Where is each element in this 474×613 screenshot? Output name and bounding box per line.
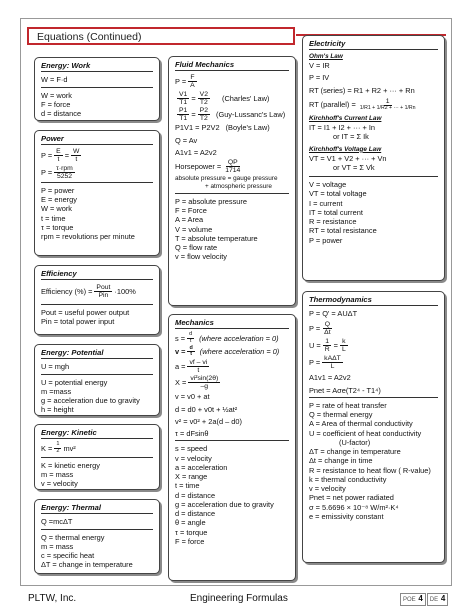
equation <box>175 346 289 358</box>
denominator: T1 <box>179 114 188 122</box>
numerator: d <box>189 344 193 351</box>
numerator: V1 <box>179 90 188 98</box>
numerator: kAΔT <box>324 355 341 362</box>
definition: P = rate of heat transfer <box>309 400 387 410</box>
divider <box>175 193 289 194</box>
equation <box>309 338 438 353</box>
fraction <box>187 346 194 358</box>
definition: τ = torque <box>175 527 208 537</box>
denominator: Pin <box>98 292 109 300</box>
denominator: 1/R1 + 1/R2 + ··· + 1/Rn <box>359 104 416 111</box>
numerator: 1 <box>56 441 60 448</box>
fraction <box>358 98 418 112</box>
page-number-box <box>399 594 448 605</box>
equation <box>175 74 289 89</box>
equation: W = F·d <box>41 75 68 85</box>
definition: c = specific heat <box>41 551 95 560</box>
box-title: Efficiency <box>41 269 153 280</box>
numerator: vi²sin(2θ) <box>190 375 219 383</box>
equation: Q = Av <box>175 136 198 146</box>
equation <box>175 159 289 174</box>
definition: s = speed <box>175 444 208 454</box>
definition: E = energy <box>41 195 77 204</box>
definition: V = voltage <box>309 180 347 190</box>
eq-lhs: P = <box>175 77 187 87</box>
definition: g = acceleration due to gravity <box>41 396 140 405</box>
definition: Pnet = net power radiated <box>309 493 394 503</box>
law-name: (Guy-Lussanc's Law) <box>215 109 286 119</box>
footer-publisher: PLTW, Inc. <box>28 593 77 604</box>
box-title: Electricity <box>309 39 438 50</box>
box-power <box>34 130 160 256</box>
law-name: (Charles' Law) <box>221 93 270 103</box>
denominator: R <box>324 345 330 353</box>
equation: A1v1 = A2v2 <box>309 373 351 383</box>
denominator: T2 <box>199 98 208 106</box>
box-mechanics <box>168 314 296 581</box>
definition: t = time <box>41 213 66 223</box>
box-title: Thermodynamics <box>309 295 438 306</box>
divider <box>41 374 153 375</box>
eq-lhs: Efficiency (%) = <box>41 287 93 297</box>
box-title: Energy: Work <box>41 61 153 72</box>
denominator: Δt <box>324 328 331 336</box>
numerator: τ·rpm <box>56 164 73 172</box>
fraction <box>177 107 189 122</box>
equation: or VT = Σ Vk <box>333 162 375 172</box>
definition: θ = angle <box>175 518 206 528</box>
equation: Q =mcΔT <box>41 517 73 527</box>
definition: σ = 5.6696 × 10⁻⁸ W/m²·K⁴ <box>309 502 399 512</box>
definition: P = absolute pressure <box>175 196 247 206</box>
fraction <box>187 359 209 374</box>
box-title: Energy: Thermal <box>41 503 153 514</box>
denominator: 5252 <box>56 172 73 180</box>
box-title: Energy: Potential <box>41 348 153 359</box>
equation <box>175 332 289 344</box>
equation: v = v0 + at <box>175 392 210 402</box>
equation: IT = I1 + I2 + ··· + In <box>309 123 375 133</box>
numerator: V2 <box>199 90 208 98</box>
numerator: 1 <box>385 97 390 105</box>
eq-lhs: K = <box>41 444 53 454</box>
denominator: t <box>57 156 60 164</box>
definition: Q = thermal energy <box>41 532 105 542</box>
numerator: E <box>56 148 61 156</box>
box-title: Fluid Mechanics <box>175 60 289 71</box>
box-energy-potential <box>34 344 160 416</box>
eq-rhs: mv² <box>63 444 76 454</box>
fraction <box>54 442 61 455</box>
equation <box>41 442 153 455</box>
subsection-title: Ohm's Law <box>309 53 343 61</box>
box-efficiency <box>34 265 160 335</box>
definition: m = mass <box>41 541 74 551</box>
fraction <box>188 375 220 390</box>
fraction <box>198 91 210 106</box>
definition: F = force <box>175 536 205 546</box>
box-energy-thermal <box>34 499 160 574</box>
box-electricity <box>302 35 445 281</box>
denominator: t <box>75 156 78 164</box>
numerator: W <box>73 148 80 156</box>
definition: m = mass <box>41 470 74 480</box>
definition: d = distance <box>41 109 82 118</box>
equation <box>41 284 153 299</box>
equation: τ = dFsinθ <box>175 429 209 439</box>
definition: v = velocity <box>41 479 78 489</box>
definition: F = Force <box>175 206 207 216</box>
fraction <box>71 148 81 163</box>
definition: VT = total voltage <box>309 189 367 199</box>
eq-lhs: P = <box>41 151 53 161</box>
definition: ΔT = change in temperature <box>41 560 133 570</box>
definition: IT = total current <box>309 207 363 217</box>
definition: K = kinetic energy <box>41 460 100 470</box>
equation: v² = v0² + 2a(d – d0) <box>175 416 242 426</box>
denominator: –g <box>200 383 209 391</box>
numerator: vf – vi <box>189 358 208 366</box>
equation <box>41 148 153 163</box>
definition: rpm = revolutions per minute <box>41 232 135 241</box>
box-energy-work <box>34 57 160 121</box>
definition: RT = total resistance <box>309 226 377 236</box>
definition: P = power <box>309 235 343 245</box>
definition: g = acceleration due to gravity <box>175 499 274 509</box>
definition: R = resistance <box>309 217 357 227</box>
denominator: L <box>341 345 346 353</box>
poe-page-number: 4 <box>418 594 423 604</box>
definition: Pout = useful power output <box>41 307 130 317</box>
definition: m =mass <box>41 386 72 396</box>
box-thermodynamics <box>302 291 445 563</box>
definition: V = volume <box>175 224 213 234</box>
eq-lhs: s = <box>175 333 186 343</box>
divider <box>41 304 153 305</box>
eq-condition: (where acceleration = 0) <box>199 333 279 343</box>
de-page <box>427 593 448 605</box>
definition: t = time <box>175 481 200 491</box>
definition: (U-factor) <box>339 437 371 447</box>
definition: τ = torque <box>41 222 74 232</box>
definition: R = resistance to heat flow ( R-value) <box>309 465 431 475</box>
definition: v = flow velocity <box>175 252 227 262</box>
eq-rhs: ·100% <box>114 287 136 297</box>
note-text: + atmospheric pressure <box>205 182 272 190</box>
section-title-box <box>27 27 295 45</box>
numerator: QP <box>227 158 238 166</box>
divider <box>41 529 153 530</box>
definition: F = force <box>41 99 71 109</box>
equation: Pnet = Aσe(T2⁴ - T1⁴) <box>309 385 381 395</box>
equation: or IT = Σ Ik <box>333 132 369 142</box>
definition: P = power <box>41 185 75 195</box>
fraction <box>322 321 332 336</box>
definition: X = range <box>175 472 208 482</box>
numerator: k <box>342 337 346 345</box>
poe-page <box>400 593 426 605</box>
equation: P = IV <box>309 73 330 83</box>
denominator: 1714 <box>225 166 241 174</box>
fraction <box>323 338 332 353</box>
fraction <box>322 355 343 370</box>
equation <box>175 375 289 390</box>
equation <box>309 321 438 336</box>
definition: A = Area <box>175 215 204 225</box>
definition: I = current <box>309 198 343 208</box>
eq-operator: = <box>333 340 338 350</box>
fraction <box>54 165 75 180</box>
equation: $\frac{V1}{T1}$ = $\frac{V2}{T2}$ (Charles' Law) <box>179 90 270 106</box>
equation <box>175 123 289 132</box>
definition: h = height <box>41 405 74 415</box>
definition: d = distance <box>175 509 216 519</box>
box-fluid-mechanics <box>168 56 296 306</box>
divider <box>41 457 153 458</box>
fraction <box>54 148 63 163</box>
divider <box>41 87 153 88</box>
de-page-number: 4 <box>440 594 446 604</box>
subsection-title: Kirchhoff's Current Law <box>309 115 382 123</box>
equation <box>309 98 438 112</box>
definition: Q = flow rate <box>175 243 218 253</box>
box-title: Energy: Kinetic <box>41 428 153 439</box>
fraction <box>198 107 210 122</box>
denominator: t <box>189 337 192 344</box>
subsection-title: Kirchhoff's Voltage Law <box>309 145 382 153</box>
numerator: F <box>190 74 195 82</box>
definition: A = Area of thermal conductivity <box>309 419 413 429</box>
page-title: Equations (Continued) <box>37 31 142 43</box>
footer-doc-title: Engineering Formulas <box>190 593 288 604</box>
box-title: Mechanics <box>175 318 289 329</box>
equation: U = mgh <box>41 362 70 372</box>
equation <box>175 359 289 374</box>
numerator: Q <box>324 320 331 328</box>
numerator: 1 <box>325 337 330 345</box>
eq-operator: = <box>64 151 70 161</box>
divider <box>309 397 438 398</box>
fraction <box>188 74 197 89</box>
eq-lhs: P = <box>41 167 53 177</box>
box-title: Power <box>41 134 153 145</box>
equation <box>41 165 153 180</box>
eq-lhs: P = <box>309 358 321 368</box>
denominator: A <box>190 82 195 90</box>
eq-lhs: Horsepower = <box>175 161 222 171</box>
definition: T = absolute temperature <box>175 233 258 243</box>
numerator: P2 <box>199 106 208 114</box>
divider <box>41 182 153 183</box>
divider <box>175 440 289 441</box>
eq-lhs: P = <box>309 323 321 333</box>
eq-lhs: X = <box>175 378 187 388</box>
numerator: Pout <box>96 284 111 292</box>
numerator: d <box>189 331 193 338</box>
denominator: t <box>197 367 200 375</box>
law-name: (Boyle's Law) <box>225 123 270 132</box>
numerator: P1 <box>179 106 188 114</box>
poe-label: POE <box>403 597 416 604</box>
definition: ΔT = change in temperature <box>309 447 401 456</box>
definition: U = potential energy <box>41 377 108 387</box>
definition: Q = thermal energy <box>309 410 373 419</box>
eq-lhs: RT (parallel) = <box>309 100 356 110</box>
definition: Pin = total power input <box>41 316 115 326</box>
equation: P = Q' = AUΔT <box>309 309 358 319</box>
denominator: t <box>190 351 193 358</box>
eq-text: P1V1 = P2V2 <box>175 123 220 132</box>
de-label: DE <box>429 597 439 604</box>
equation: $\frac{P1}{T1}$ = $\frac{P2}{T2}$ (Guy-Lussanc's Law) <box>179 106 286 122</box>
definition: Δt = change in time <box>309 456 373 466</box>
equation: V = IR <box>309 61 330 71</box>
box-energy-kinetic <box>34 424 160 490</box>
eq-lhs: v = <box>175 347 186 357</box>
definition: v = velocity <box>309 484 346 493</box>
fraction <box>177 91 189 106</box>
denominator: T2 <box>199 114 208 122</box>
eq-lhs: a = <box>175 362 186 372</box>
definition: e = emissivity constant <box>309 511 384 521</box>
fraction <box>94 284 112 299</box>
eq-condition: (where acceleration = 0) <box>199 347 280 357</box>
equation: d = d0 + v0t + ½at² <box>175 404 238 414</box>
definition: a = acceleration <box>175 462 228 472</box>
equation: RT (series) = R1 + R2 + ··· + Rn <box>309 85 415 95</box>
fraction <box>223 159 242 174</box>
fraction <box>187 332 194 344</box>
equation: A1v1 = A2v2 <box>175 148 217 158</box>
fraction <box>340 338 348 353</box>
definition: k = thermal conductivity <box>309 474 387 484</box>
equation: VT = V1 + V2 + ··· + Vn <box>309 153 387 163</box>
denominator: T1 <box>179 98 188 106</box>
note-text: absolute pressure = gauge pressure <box>175 174 278 182</box>
definition: v = velocity <box>175 453 212 463</box>
eq-lhs: U = <box>309 340 321 350</box>
denominator: 2 <box>56 448 60 455</box>
definition: W = work <box>41 204 73 214</box>
definition: U = coefficient of heat conductivity <box>309 428 422 438</box>
divider <box>309 176 438 177</box>
equation <box>309 355 438 370</box>
definition: W = work <box>41 90 73 100</box>
definition: d = distance <box>175 490 216 500</box>
denominator: L <box>330 363 335 371</box>
